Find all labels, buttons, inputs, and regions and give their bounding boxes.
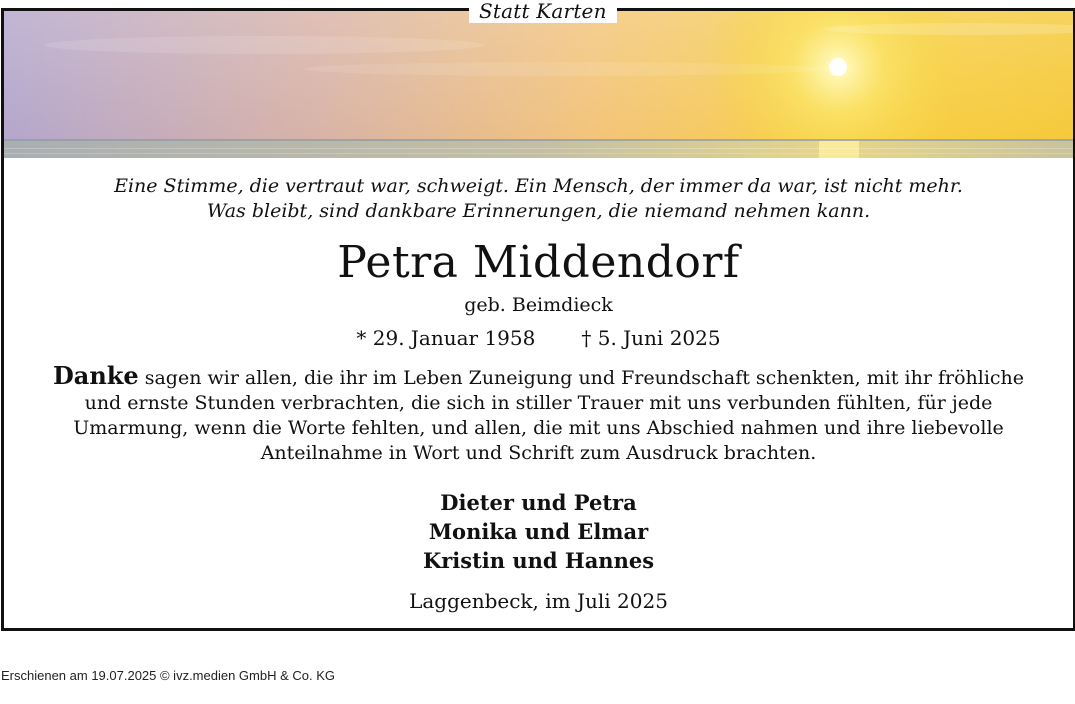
- sunset-over-sea-icon: [4, 11, 1073, 158]
- death-date: † 5. Juni 2025: [581, 326, 721, 350]
- signer: Monika und Elmar: [428, 519, 649, 544]
- thanks-lead: Danke: [52, 361, 139, 390]
- thanks-paragraph: [44, 363, 1033, 466]
- signers-list: [4, 488, 1073, 575]
- deceased-name: Petra Middendorf: [337, 237, 740, 288]
- place-date: Laggenbeck, im Juli 2025: [409, 589, 668, 613]
- signer: Dieter und Petra: [440, 490, 637, 515]
- birth-name: geb. Beimdieck: [464, 294, 613, 316]
- signer: Kristin und Hannes: [422, 548, 655, 573]
- thanks-text: sagen wir allen, die ihr im Leben Zuneigung und Freundschaft schenkten, mit ihr fröhliche und ernste Stunden verbrachten, die sich in stiller Trauer mit uns verbunden fühlten, für jede Umarmung, wenn die Worte fehlten, und allen, die mit uns Abschied nahmen und ihre liebevolle Anteilnahme in Wort und Schrift zum Ausdruck brachten.: [73, 367, 1025, 464]
- quote-line: Eine Stimme, die vertraut war, schweigt. Ein Mensch, der immer da war, ist nicht mehr.: [114, 175, 963, 197]
- memorial-quote: [4, 174, 1073, 224]
- quote-line: Was bleibt, sind dankbare Erinnerungen, die niemand nehmen kann.: [206, 200, 871, 222]
- publication-footer: Erschienen am 19.07.2025 © ivz.medien GmbH & Co. KG: [1, 668, 336, 683]
- birth-date: * 29. Januar 1958: [356, 326, 536, 350]
- obituary-ad: [1, 0, 1075, 631]
- header-label: Statt Karten: [469, 0, 617, 23]
- life-dates: [4, 325, 1073, 351]
